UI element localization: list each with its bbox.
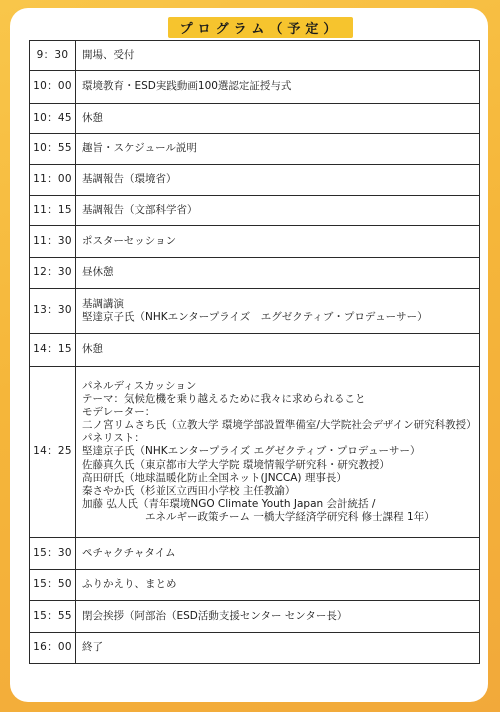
schedule-row (30, 165, 480, 196)
schedule-row (30, 601, 480, 633)
schedule-content-line: エネルギー政策チーム 一橋大学経済学研究科 修士課程 1年） (82, 510, 435, 523)
schedule-content (76, 570, 480, 601)
schedule-content (76, 165, 480, 196)
schedule-row (30, 41, 480, 71)
schedule-row (30, 538, 480, 570)
schedule-content (76, 334, 480, 367)
schedule-content (76, 601, 480, 633)
schedule-row (30, 258, 480, 289)
schedule-content-line: パネリスト： (82, 432, 145, 445)
schedule-content-line: ふりかえり、まとめ (82, 578, 177, 591)
schedule-content-line: ペチャクチャタイム (82, 546, 176, 559)
schedule-time: 14：15 (30, 334, 76, 367)
schedule-time: 10：00 (30, 71, 76, 104)
schedule-content-line: モデレーター： (82, 406, 156, 419)
schedule-content-line: 二ノ宮リムさち氏（立教大学 環境学部設置準備室/大学院社会デザイン研究科教授） (82, 419, 477, 432)
schedule-content (76, 538, 480, 570)
schedule-content-line: 堅達京子氏（NHKエンタープライズ エグゼクティブ・プロデューサー） (82, 445, 421, 458)
schedule-content-line: パネルディスカッション (82, 379, 197, 392)
schedule-content-line: 基調講演 (82, 297, 124, 310)
schedule-row (30, 196, 480, 226)
schedule-content-line: 休憩 (82, 343, 103, 356)
schedule-content-line: 秦さやか氏（杉並区立西田小学校 主任教諭） (82, 484, 296, 497)
schedule-content (76, 71, 480, 104)
schedule-content-line: 閉会挨拶（阿部治（ESD活動支援センター センター長） (82, 609, 348, 622)
schedule-time: 15：55 (30, 601, 76, 633)
title-banner (168, 17, 353, 38)
schedule-time: 10：55 (30, 134, 76, 165)
schedule-content-line: 終了 (82, 641, 103, 654)
schedule-content-line: テーマ：気候危機を乗り越えるために我々に求められること (82, 393, 366, 406)
schedule-row (30, 633, 480, 664)
schedule-time: 16：00 (30, 633, 76, 664)
schedule-content (76, 104, 480, 134)
schedule-time: 15：50 (30, 570, 76, 601)
schedule-row (30, 367, 480, 538)
schedule-time: 14：25 (30, 367, 76, 538)
schedule-row (30, 134, 480, 165)
schedule-time: 12：30 (30, 258, 76, 289)
schedule-content (76, 134, 480, 165)
schedule-row (30, 104, 480, 134)
schedule-content-line: 高田研氏（地球温暖化防止全国ネット(JNCCA) 理事長） (82, 471, 347, 484)
schedule-time: 10：45 (30, 104, 76, 134)
schedule-time: 9：30 (30, 41, 76, 71)
schedule-content-line: 堅達京子氏（NHKエンタープライズ エグゼクティブ・プロデューサー） (82, 311, 428, 323)
schedule-content (76, 226, 480, 258)
page-title: プログラム（予定） (179, 22, 342, 37)
schedule-content (76, 367, 480, 538)
schedule-time: 11：00 (30, 165, 76, 196)
schedule-table (29, 40, 480, 664)
schedule-content-line: ポスターセッション (82, 234, 177, 247)
schedule-content-line: 基調報告（文部科学省） (82, 203, 198, 216)
schedule-row (30, 570, 480, 601)
schedule-time: 11：30 (30, 226, 76, 258)
schedule-content-line: 環境教育・ESD実践動画100選認定証授与式 (82, 80, 292, 93)
schedule-content-line: 開場、受付 (82, 48, 135, 61)
schedule-time: 15：30 (30, 538, 76, 570)
schedule-content (76, 196, 480, 226)
schedule-time: 13：30 (30, 289, 76, 334)
schedule-content-line: 昼休憩 (82, 266, 114, 279)
schedule-time: 11：15 (30, 196, 76, 226)
schedule-content-line: 加藤 弘人氏（青年環境NGO Climate Youth Japan 会計統括 / (82, 497, 376, 510)
schedule-row (30, 334, 480, 367)
schedule-content (76, 289, 480, 334)
schedule-content-line: 趣旨・スケジュール説明 (82, 142, 197, 155)
schedule-content-line: 基調報告（環境省） (82, 173, 177, 186)
schedule-content (76, 41, 480, 71)
schedule-content-line: 佐藤真久氏（東京都市大学大学院 環境情報学研究科・研究教授） (82, 458, 390, 471)
schedule-row (30, 226, 480, 258)
schedule-row (30, 71, 480, 104)
schedule-content (76, 633, 480, 664)
schedule-content (76, 258, 480, 289)
schedule-content-line: 休憩 (82, 111, 103, 124)
schedule-row (30, 289, 480, 334)
